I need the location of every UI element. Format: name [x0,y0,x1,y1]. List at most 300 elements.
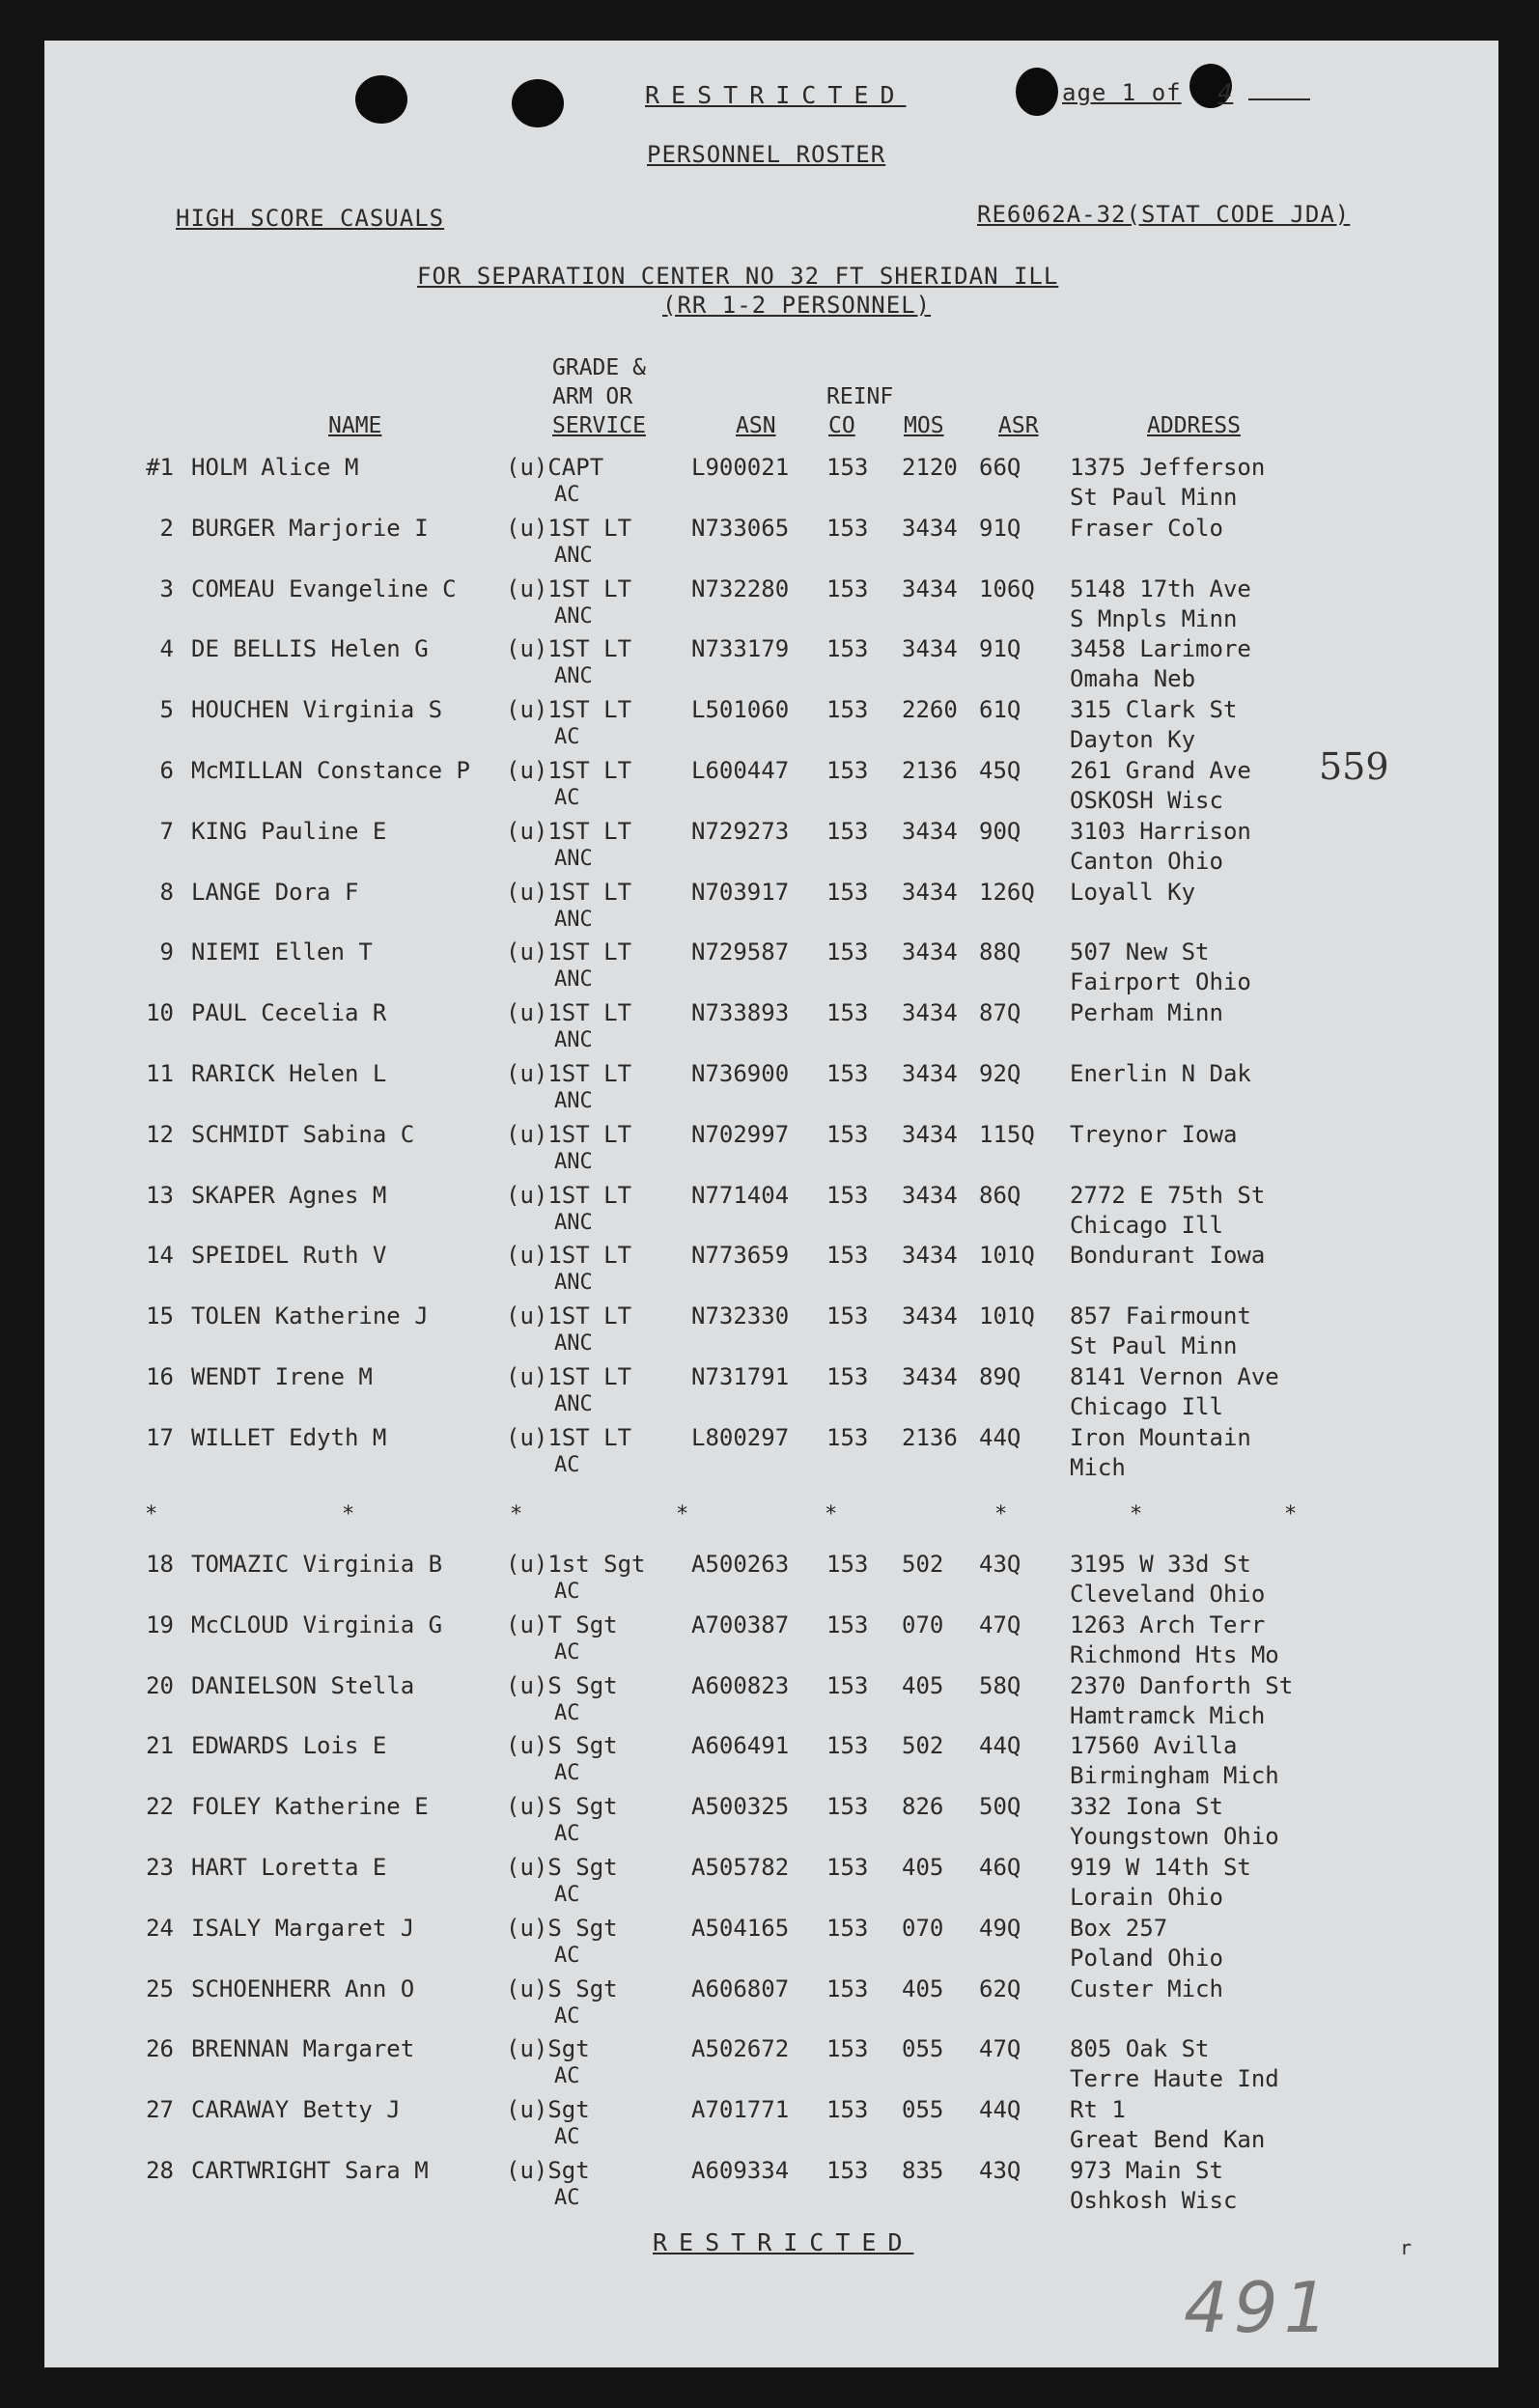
asr-score: 66Q [979,454,1021,481]
arm-or-service: AC [554,2186,580,2210]
arm-or-service: AC [554,1452,580,1477]
reinf-co: 153 [826,1671,869,1699]
mos: 2260 [902,696,958,724]
grade: (u)S Sgt [506,1914,618,1942]
arm-or-service: AC [554,1700,580,1725]
grade: (u)S Sgt [506,1974,618,2002]
mos: 3434 [902,514,958,542]
arm-or-service: AC [554,1639,580,1665]
person-name: DE BELLIS Helen G [191,635,429,663]
person-name: HART Loretta E [191,1854,387,1881]
arm-or-service: ANC [554,1149,593,1174]
person-name: SCHOENHERR Ann O [191,1974,415,2002]
address-line-2: Omaha Neb [1070,665,1196,693]
mos: 3434 [902,938,958,966]
asn: A701771 [691,2096,790,2124]
asn: A500263 [691,1551,790,1578]
mos: 2136 [902,1423,958,1451]
mos: 3434 [902,878,958,906]
asr-score: 45Q [979,757,1021,784]
arm-or-service: ANC [554,1331,593,1357]
reinf-co: 153 [826,514,869,542]
table-row [0,1672,1539,1732]
mos: 3434 [902,1363,958,1390]
table-row [0,818,1539,878]
asn: N703917 [691,878,790,906]
table-row [0,1915,1539,1974]
reinf-co: 153 [826,574,869,602]
grade: (u)1ST LT [506,1423,632,1451]
mos: 3434 [902,1060,958,1087]
grade: (u)1ST LT [506,635,632,663]
asn: N731791 [691,1363,790,1390]
reinf-co: 153 [826,938,869,966]
mos: 405 [902,1854,944,1881]
mos: 070 [902,1914,944,1942]
arm-or-service: ANC [554,907,593,932]
row-number: 27 [146,2096,174,2124]
asr-score: 44Q [979,2096,1021,2124]
person-name: HOUCHEN Virginia S [191,696,443,724]
grade: (u)1ST LT [506,1302,632,1330]
asn: N732280 [691,574,790,602]
grade: (u)CAPT [506,454,604,481]
table-row [0,515,1539,574]
table-row [0,635,1539,695]
mos: 055 [902,2096,944,2124]
asr-score: 58Q [979,1671,1021,1699]
asn: A606807 [691,1974,790,2002]
mos: 3434 [902,574,958,602]
asn: A600823 [691,1671,790,1699]
mos: 070 [902,1610,944,1638]
separator-star: * [145,1502,158,1526]
reinf-co: 153 [826,1181,869,1209]
asn: N733179 [691,635,790,663]
column-header-asr: ASR [998,413,1039,438]
person-name: CARAWAY Betty J [191,2096,401,2124]
person-name: TOLEN Katherine J [191,1302,429,1330]
address-line-1: Box 257 [1070,1914,1168,1942]
table-row [0,2096,1539,2156]
mos: 3434 [902,817,958,845]
table-row [0,1793,1539,1853]
asr-score: 101Q [979,1302,1035,1330]
row-number: 14 [146,1242,174,1270]
row-number: 20 [146,1671,174,1699]
reinf-co: 153 [826,1732,869,1760]
arm-or-service: ANC [554,664,593,689]
grade: (u)1ST LT [506,817,632,845]
grade: (u)1ST LT [506,1120,632,1148]
restricted-footer: RESTRICTED [653,2228,914,2256]
asr-score: 44Q [979,1423,1021,1451]
reinf-co: 153 [826,1302,869,1330]
person-name: EDWARDS Lois E [191,1732,387,1760]
asr-score: 92Q [979,1060,1021,1087]
address-line-1: Loyall Ky [1070,878,1196,906]
address-line-2: S Mnpls Minn [1070,604,1238,632]
column-header-grade-3: SERVICE [552,413,646,438]
address-line-1: Custer Mich [1070,1974,1223,2002]
row-number: 5 [159,696,174,724]
asn: L900021 [691,454,790,481]
asn: L501060 [691,696,790,724]
address-line-1: Perham Minn [1070,999,1223,1027]
address-line-1: Bondurant Iowa [1070,1242,1266,1270]
address-line-2: Birmingham Mich [1070,1762,1279,1790]
arm-or-service: AC [554,725,580,750]
table-row [0,1363,1539,1423]
row-number: 6 [159,757,174,784]
grade: (u)1ST LT [506,757,632,784]
restricted-header: RESTRICTED [645,81,907,109]
table-row [0,1242,1539,1302]
table-row [0,757,1539,817]
asn: A606491 [691,1732,790,1760]
reinf-co: 153 [826,454,869,481]
row-number: 15 [146,1302,174,1330]
address-line-1: 315 Clark St [1070,696,1238,724]
address-line-2: Poland Ohio [1070,1944,1223,1972]
arm-or-service: ANC [554,967,593,993]
grade: (u)S Sgt [506,1854,618,1881]
address-line-1: 17560 Avilla [1070,1732,1238,1760]
address-line-1: 919 W 14th St [1070,1854,1251,1881]
grade: (u)1ST LT [506,574,632,602]
asr-score: 126Q [979,878,1035,906]
mos: 826 [902,1793,944,1821]
address-line-1: 5148 17th Ave [1070,574,1251,602]
address-line-1: 857 Fairmount [1070,1302,1251,1330]
address-line-2: Great Bend Kan [1070,2126,1266,2154]
arm-or-service: AC [554,1883,580,1907]
grade: (u)Sgt [506,2157,590,2184]
address-line-2: Lorain Ohio [1070,1884,1223,1911]
address-line-2: Terre Haute Ind [1070,2065,1279,2093]
address-line-2: OSKOSH Wisc [1070,787,1223,814]
table-row [0,1424,1539,1484]
table-row [0,1611,1539,1671]
reinf-co: 153 [826,1793,869,1821]
asn: L800297 [691,1423,790,1451]
grade: (u)1ST LT [506,1363,632,1390]
address-line-1: Iron Mountain [1070,1423,1251,1451]
table-row [0,575,1539,635]
person-name: SCHMIDT Sabina C [191,1120,415,1148]
address-line-2: Richmond Hts Mo [1070,1640,1279,1668]
reinf-co: 153 [826,1060,869,1087]
person-name: KING Pauline E [191,817,387,845]
reinf-co: 153 [826,1551,869,1578]
address-line-1: 973 Main St [1070,2157,1223,2184]
asr-score: 101Q [979,1242,1035,1270]
row-number: 22 [146,1793,174,1821]
arm-or-service: ANC [554,1210,593,1235]
row-number: 26 [146,2035,174,2063]
asr-score: 44Q [979,1732,1021,1760]
asn: A700387 [691,1610,790,1638]
arm-or-service: AC [554,2064,580,2089]
address-line-1: 332 Iona St [1070,1793,1223,1821]
person-name: CARTWRIGHT Sara M [191,2157,429,2184]
person-name: PAUL Cecelia R [191,999,387,1027]
row-number: 17 [146,1423,174,1451]
person-name: ISALY Margaret J [191,1914,415,1942]
arm-or-service: AC [554,2125,580,2150]
arm-or-service: ANC [554,1089,593,1113]
row-number: 7 [159,817,174,845]
address-line-1: Fraser Colo [1070,514,1223,542]
grade: (u)1ST LT [506,1060,632,1087]
arm-or-service: ANC [554,846,593,871]
address-line-1: 1263 Arch Terr [1070,1610,1266,1638]
personnel-line: (RR 1-2 PERSONNEL) [662,292,932,319]
reinf-co: 153 [826,757,869,784]
asn: N729273 [691,817,790,845]
arm-or-service: AC [554,1822,580,1847]
asr-score: 89Q [979,1363,1021,1390]
table-row [0,999,1539,1059]
table-row [0,879,1539,938]
mos: 3434 [902,1242,958,1270]
reinf-co: 153 [826,1610,869,1638]
row-number: 12 [146,1120,174,1148]
address-line-1: 3103 Harrison [1070,817,1251,845]
row-number: 11 [146,1060,174,1087]
asn: A504165 [691,1914,790,1942]
row-number: #1 [146,454,174,481]
separation-center-line: FOR SEPARATION CENTER NO 32 FT SHERIDAN ILL [417,263,1059,290]
asn: N702997 [691,1120,790,1148]
person-name: DANIELSON Stella [191,1671,415,1699]
table-row [0,2035,1539,2095]
separator-star: * [1284,1502,1298,1526]
column-header-grade-1: GRADE & [552,355,646,380]
address-line-1: 1375 Jefferson [1070,454,1266,481]
grade: (u)1ST LT [506,514,632,542]
mos: 055 [902,2035,944,2063]
mos: 835 [902,2157,944,2184]
address-line-2: St Paul Minn [1070,484,1238,511]
address-line-1: 261 Grand Ave [1070,757,1251,784]
table-row [0,454,1539,514]
address-line-1: Enerlin N Dak [1070,1060,1251,1087]
corner-mark: r [1400,2236,1413,2259]
address-line-2: Dayton Ky [1070,726,1196,754]
row-number: 8 [159,878,174,906]
address-line-1: 2370 Danforth St [1070,1671,1294,1699]
row-number: 13 [146,1181,174,1209]
asr-score: 47Q [979,2035,1021,2063]
row-number: 19 [146,1610,174,1638]
asr-score: 43Q [979,1551,1021,1578]
mos: 502 [902,1732,944,1760]
row-number: 18 [146,1551,174,1578]
asr-score: 86Q [979,1181,1021,1209]
address-line-1: 805 Oak St [1070,2035,1210,2063]
roster-title: PERSONNEL ROSTER [647,141,886,168]
row-number: 2 [159,514,174,542]
grade: (u)1ST LT [506,999,632,1027]
reinf-co: 153 [826,1120,869,1148]
table-row [0,1182,1539,1242]
row-number: 9 [159,938,174,966]
asn: N729587 [691,938,790,966]
stamp-number: 559 [1319,745,1389,788]
grade: (u)S Sgt [506,1793,618,1821]
asn: A505782 [691,1854,790,1881]
address-line-2: Hamtramck Mich [1070,1701,1266,1729]
person-name: NIEMI Ellen T [191,938,373,966]
asr-score: 90Q [979,817,1021,845]
reinf-co: 153 [826,2035,869,2063]
asn: N736900 [691,1060,790,1087]
address-line-2: Fairport Ohio [1070,968,1251,996]
table-row [0,1551,1539,1610]
person-name: TOMAZIC Virginia B [191,1551,443,1578]
mos: 2120 [902,454,958,481]
column-header-name: NAME [328,413,382,438]
mos: 3434 [902,635,958,663]
row-number: 24 [146,1914,174,1942]
separator-star: * [342,1502,355,1526]
column-header-asn: ASN [736,413,776,438]
separator-star: * [510,1502,523,1526]
separator-star: * [1130,1502,1143,1526]
asn: N733065 [691,514,790,542]
asr-score: 91Q [979,635,1021,663]
person-name: FOLEY Katherine E [191,1793,429,1821]
table-row [0,1060,1539,1120]
grade: (u)1ST LT [506,1181,632,1209]
reinf-co: 153 [826,878,869,906]
grade: (u)1ST LT [506,938,632,966]
arm-or-service: ANC [554,1271,593,1296]
reinf-co: 153 [826,817,869,845]
punch-hole-left [355,75,407,124]
asn: A609334 [691,2157,790,2184]
address-line-1: Rt 1 [1070,2096,1126,2124]
page-label: age 1 of [1062,79,1182,106]
table-row [0,1302,1539,1362]
column-header-address: ADDRESS [1147,413,1241,438]
person-name: SPEIDEL Ruth V [191,1242,387,1270]
arm-or-service: AC [554,1943,580,1968]
table-row [0,1121,1539,1181]
person-name: BURGER Marjorie I [191,514,429,542]
asn: A502672 [691,2035,790,2063]
table-row [0,2157,1539,2217]
person-name: LANGE Dora F [191,878,359,906]
asr-score: 50Q [979,1793,1021,1821]
address-line-2: Chicago Ill [1070,1211,1223,1239]
arm-or-service: AC [554,2003,580,2029]
asr-score: 115Q [979,1120,1035,1148]
row-number: 28 [146,2157,174,2184]
arm-or-service: AC [554,1580,580,1604]
asr-score: 61Q [979,696,1021,724]
asn: N733893 [691,999,790,1027]
row-number: 10 [146,999,174,1027]
address-line-2: Mich [1070,1453,1126,1481]
arm-or-service: ANC [554,1392,593,1416]
asn: N771404 [691,1181,790,1209]
grade: (u)1ST LT [506,1242,632,1270]
grade: (u)Sgt [506,2096,590,2124]
reinf-co: 153 [826,1242,869,1270]
person-name: HOLM Alice M [191,454,359,481]
table-row [0,696,1539,756]
person-name: BRENNAN Margaret [191,2035,415,2063]
row-number: 21 [146,1732,174,1760]
reinf-co: 153 [826,1974,869,2002]
reinf-co: 153 [826,1423,869,1451]
asr-score: 62Q [979,1974,1021,2002]
address-line-2: Canton Ohio [1070,847,1223,875]
asr-score: 46Q [979,1854,1021,1881]
table-row [0,1854,1539,1914]
address-line-1: 8141 Vernon Ave [1070,1363,1279,1390]
mos: 405 [902,1974,944,2002]
address-line-1: 507 New St [1070,938,1210,966]
reinf-co: 153 [826,696,869,724]
table-row [0,1975,1539,2035]
table-row [0,938,1539,998]
row-number: 23 [146,1854,174,1881]
page-total: 4 [1217,79,1234,106]
arm-or-service: ANC [554,1028,593,1053]
grade: (u)Sgt [506,2035,590,2063]
mos: 405 [902,1671,944,1699]
reinf-co: 153 [826,1363,869,1390]
reinf-co: 153 [826,2096,869,2124]
address-line-2: St Paul Minn [1070,1332,1238,1360]
handwritten-number: 491 [1184,2267,1334,2348]
separator-star: * [825,1502,838,1526]
address-line-1: Treynor Iowa [1070,1120,1238,1148]
arm-or-service: ANC [554,603,593,629]
person-name: COMEAU Evangeline C [191,574,457,602]
address-line-2: Oshkosh Wisc [1070,2187,1238,2214]
asr-score: 49Q [979,1914,1021,1942]
separator-star: * [676,1502,689,1526]
reinf-co: 153 [826,1914,869,1942]
person-name: WILLET Edyth M [191,1423,387,1451]
arm-or-service: AC [554,1761,580,1786]
asn: N773659 [691,1242,790,1270]
row-number: 16 [146,1363,174,1390]
mos: 2136 [902,757,958,784]
reinf-co: 153 [826,635,869,663]
reinf-co: 153 [826,1854,869,1881]
address-line-2: Chicago Ill [1070,1393,1223,1420]
person-name: McCLOUD Virginia G [191,1610,443,1638]
grade: (u)S Sgt [506,1671,618,1699]
asr-score: 91Q [979,514,1021,542]
asn: A500325 [691,1793,790,1821]
report-code: RE6062A-32(STAT CODE JDA) [977,201,1351,228]
address-line-2: Youngstown Ohio [1070,1823,1279,1851]
person-name: RARICK Helen L [191,1060,387,1087]
separator-star: * [994,1502,1008,1526]
reinf-co: 153 [826,2157,869,2184]
page-indicator [1062,79,1310,106]
asr-score: 87Q [979,999,1021,1027]
asr-score: 106Q [979,574,1035,602]
mos: 3434 [902,1181,958,1209]
person-name: WENDT Irene M [191,1363,373,1390]
